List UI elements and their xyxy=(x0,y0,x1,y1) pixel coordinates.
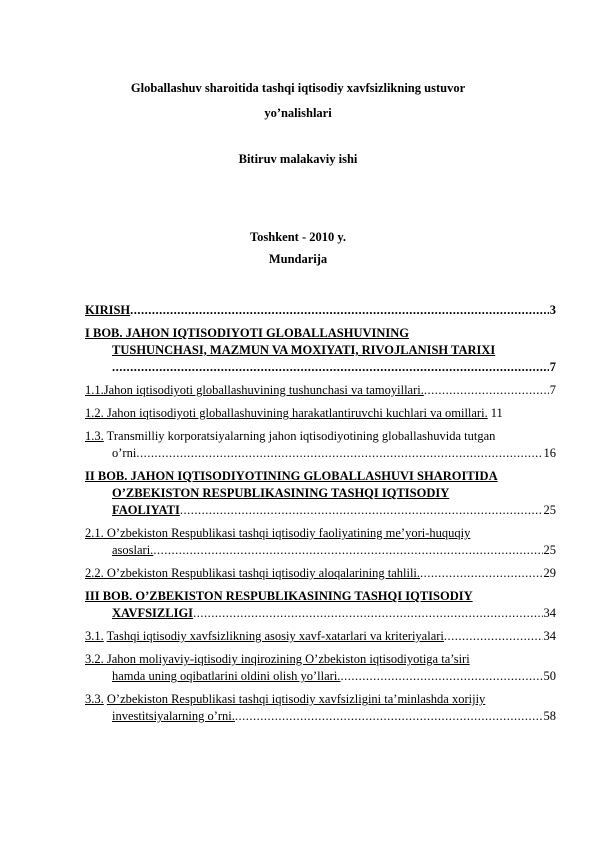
toc-entry-title-cont[interactable]: TUSHUNCHASI, MAZMUN VA MOXIYATI, RIVOJLANISH TARIXI xyxy=(112,343,496,357)
toc-entry-title[interactable]: 1.2. Jahon iqtisodiyoti globallashuvining harakatlantiruvchi kuchlari va omillari. xyxy=(85,406,488,420)
title-line-1: Globallashuv sharoitida tashqi iqtisodiy xavfsizlikning ustuvor xyxy=(130,81,466,95)
toc-entry-title[interactable]: II BOB. JAHON IQTISODIYOTINING GLOBALLASHUVI SHAROITIDA xyxy=(85,469,498,483)
toc-page-number: 25 xyxy=(543,503,556,517)
toc-entry-title: Transmilliy korporatsiyalarning jahon iqtisodiyotining globallashuvida tutgan xyxy=(106,429,496,443)
dot-leader xyxy=(136,445,542,462)
toc-entry-title-cont[interactable]: FAOLIYATI xyxy=(112,503,180,517)
toc-entry-number[interactable]: 1.3. xyxy=(85,429,104,443)
dot-leader xyxy=(180,502,543,519)
toc-entry-title-cont[interactable]: asoslari. xyxy=(112,543,154,557)
toc-entry-title-cont[interactable]: investitsiyalarning o’rni. xyxy=(112,709,235,723)
toc-entry[interactable] xyxy=(85,588,556,622)
contents-heading: Mundarija xyxy=(268,252,328,266)
toc-entry[interactable] xyxy=(85,325,556,376)
toc-entry-title-cont[interactable]: hamda uning oqibatlarini oldini olish yo’llari. xyxy=(112,669,341,683)
dot-leader xyxy=(130,302,549,319)
dot-leader xyxy=(235,708,543,725)
toc-page-number: 7 xyxy=(549,360,556,374)
toc-page-number: 16 xyxy=(543,446,556,460)
toc-page-number: 25 xyxy=(543,543,556,557)
dot-leader xyxy=(112,359,549,376)
dot-leader xyxy=(340,668,542,685)
toc-entry-title[interactable]: 3.2. Jahon moliyaviy-iqtisodiy inqirozining O’zbekiston iqtisodiyotiga ta’siri xyxy=(85,652,470,666)
dot-leader xyxy=(424,382,549,399)
toc-page-number: 11 xyxy=(490,406,503,420)
toc-page-number: 7 xyxy=(549,383,556,397)
toc-entry[interactable] xyxy=(85,651,556,685)
toc-entry-title[interactable]: III BOB. O’ZBEKISTON RESPUBLIKASINING TASHQI IQTISODIY xyxy=(85,589,473,603)
table-of-contents xyxy=(85,302,556,731)
toc-page-number: 50 xyxy=(543,669,556,683)
toc-entry-title[interactable]: 1.1.Jahon iqtisodiyoti globallashuvining tushunchasi va tamoyillari. xyxy=(85,383,424,397)
toc-entry[interactable] xyxy=(85,405,556,422)
toc-page-number: 29 xyxy=(543,566,556,580)
toc-page-number: 34 xyxy=(543,606,556,620)
toc-entry[interactable] xyxy=(85,468,556,519)
document-subtitle: Bitiruv malakaviy ishi xyxy=(238,152,358,166)
toc-entry[interactable] xyxy=(85,565,556,582)
dot-leader xyxy=(193,605,542,622)
toc-entry-title[interactable]: Tashqi iqtisodiy xavfsizlikning asosiy xavf-xatarlari va kriteriyalari xyxy=(106,629,444,643)
toc-entry[interactable] xyxy=(85,428,556,462)
toc-page-number: 34 xyxy=(543,629,556,643)
toc-entry-number[interactable]: 3.3. xyxy=(85,692,104,706)
toc-entry[interactable] xyxy=(85,628,556,645)
toc-entry[interactable] xyxy=(85,382,556,399)
toc-entry-title-cont[interactable]: XAVFSIZLIGI xyxy=(112,606,194,620)
toc-entry-number[interactable]: 3.1. xyxy=(85,629,104,643)
toc-entry-title-cont[interactable]: O’ZBEKISTON RESPUBLIKASINING TASHQI IQTISODIY xyxy=(112,486,450,500)
toc-entry[interactable] xyxy=(85,691,556,725)
toc-entry-title-cont: o’rni xyxy=(112,446,137,460)
dot-leader xyxy=(420,565,542,582)
toc-page-number: 58 xyxy=(543,709,556,723)
document-title-cont xyxy=(0,106,596,121)
title-line-2: yo’nalishlari xyxy=(264,106,332,120)
toc-entry-title[interactable]: 2.2. O’zbekiston Respublikasi tashqi iqtisodiy aloqalarining tahlili. xyxy=(85,566,421,580)
toc-entry[interactable] xyxy=(85,302,556,319)
dot-leader xyxy=(444,628,543,645)
toc-entry-title[interactable]: 2.1. O’zbekiston Respublikasi tashqi iqtisodiy faoliyatining me’yori-huquqiy xyxy=(85,526,471,540)
toc-entry-title[interactable]: O’zbekiston Respublikasi tashqi iqtisodiy xavfsizligini ta’minlashda xorijiy xyxy=(106,692,486,706)
document-title xyxy=(0,81,596,96)
place-year: Toshkent - 2010 y. xyxy=(249,230,347,244)
dot-leader xyxy=(153,542,542,559)
toc-page-number: 3 xyxy=(549,303,556,317)
toc-entry-title[interactable]: I BOB. JAHON IQTISODIYOTI GLOBALLASHUVINING xyxy=(85,326,410,340)
toc-entry-title[interactable]: KIRISH xyxy=(85,303,131,317)
toc-entry[interactable] xyxy=(85,525,556,559)
